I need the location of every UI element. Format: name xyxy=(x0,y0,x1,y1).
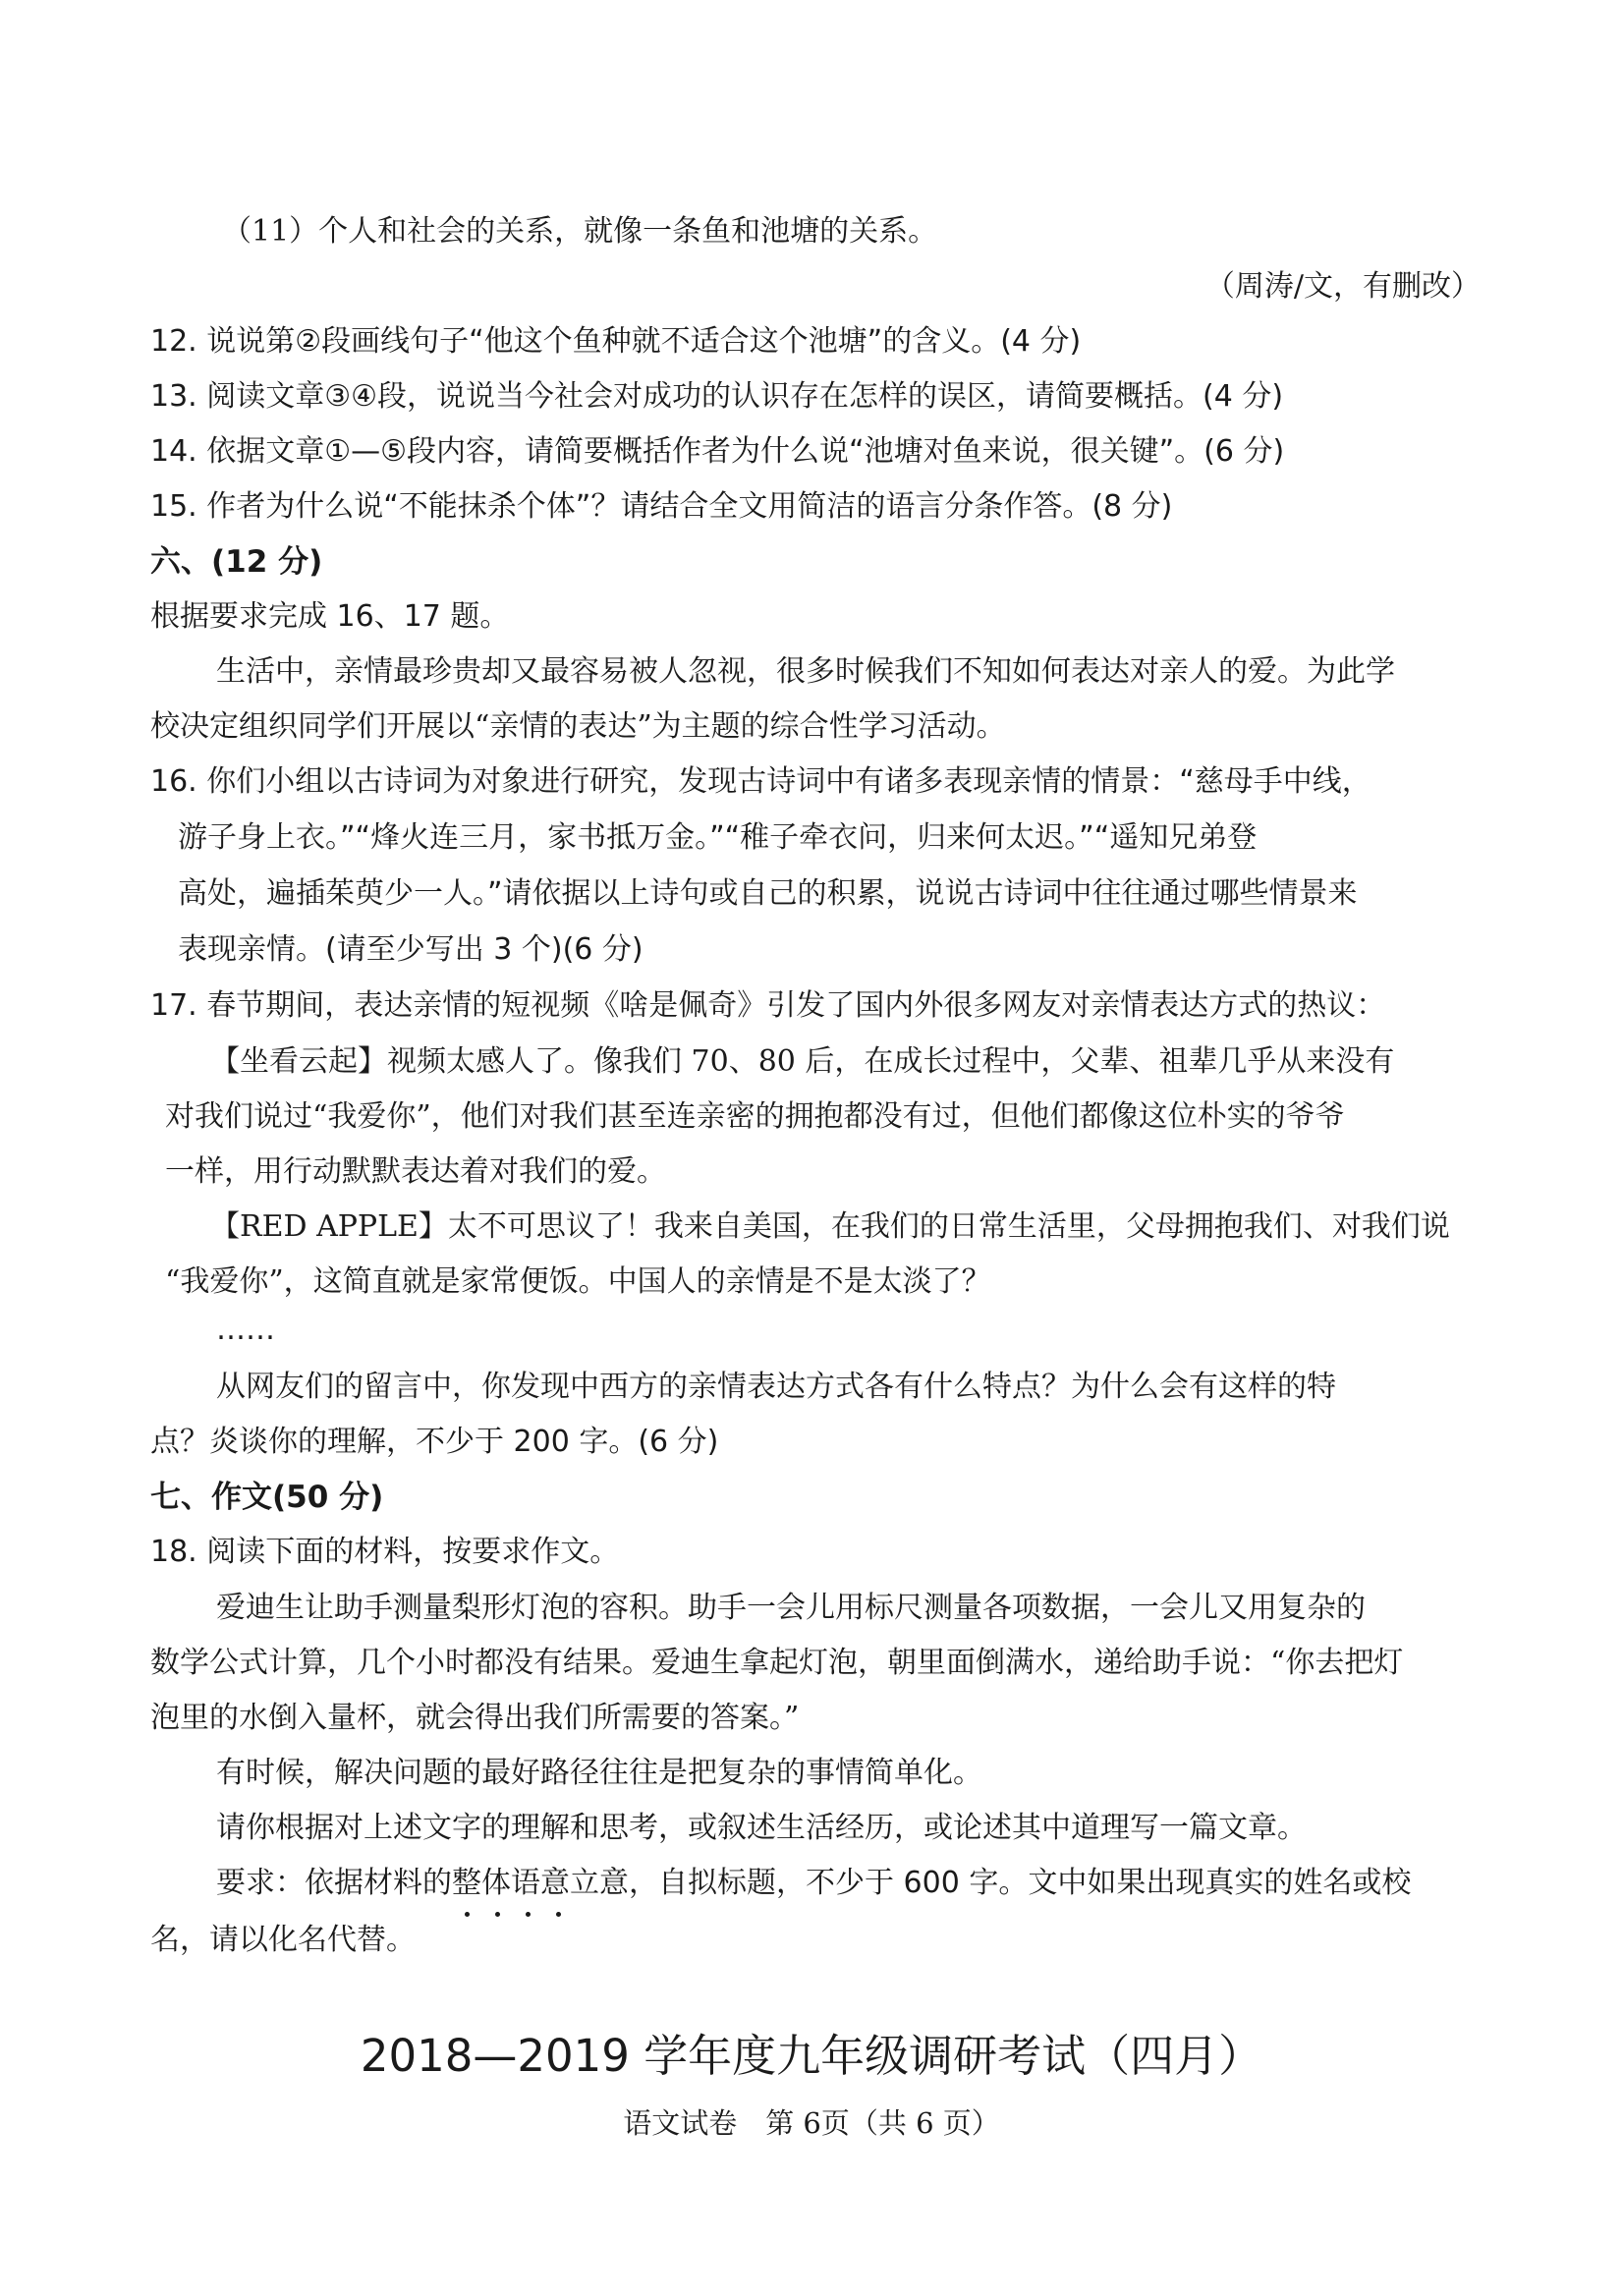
essay-prompt: 请你根据对上述文字的理解和思考，或叙述生活经历，或论述其中道理写一篇文章。 xyxy=(216,1811,1307,1845)
question-12: 12. 说说第②段画线句子“他这个鱼种就不适合这个池塘”的含义。(4 分) xyxy=(150,324,1082,359)
comment-2-line-1: 【RED APPLE】太不可思议了！我来自美国，在我们的日常生活里，父母拥抱我们、对我们说 xyxy=(210,1209,1450,1244)
comment-1-line-2: 对我们说过“我爱你”，他们对我们甚至连亲密的拥抱都没有过，但他们都像这位朴实的爷爷 xyxy=(165,1099,1345,1134)
emphasis-dot xyxy=(495,1912,500,1917)
material-line-2: 数学公式计算，几个小时都没有结果。爱迪生拿起灯泡，朝里面倒满水，递给助手说：“你去把灯 xyxy=(150,1646,1404,1680)
material-line-4: 有时候，解决问题的最好路径往往是把复杂的事情简单化。 xyxy=(216,1756,982,1790)
material-line-3: 泡里的水倒入量杯，就会得出我们所需要的答案。” xyxy=(150,1701,800,1735)
comment-2-line-2: “我爱你”，这简直就是家常便饭。中国人的亲情是不是太淡了？ xyxy=(165,1264,991,1299)
passage-paragraph-11: （11）个人和社会的关系，就像一条鱼和池塘的关系。 xyxy=(222,214,938,249)
comments-ellipsis: …… xyxy=(216,1313,275,1347)
question-16-line-2: 游子身上衣。”“烽火连三月，家书抵万金。”“稚子牵衣问，归来何太迟。”“遥知兄弟登 xyxy=(178,820,1258,855)
essay-requirement-line-2: 名，请以化名代替。 xyxy=(150,1923,416,1957)
question-13: 13. 阅读文章③④段，说说当今社会对成功的认识存在怎样的误区，请简要概括。(4 分) xyxy=(150,379,1284,414)
passage-source: （周涛/文，有删改） xyxy=(1204,269,1481,304)
section-6-instruction: 根据要求完成 16、17 题。 xyxy=(150,599,510,634)
page-footer: 语文试卷 第 6页（共 6 页） xyxy=(623,2106,1000,2140)
question-16-line-3: 高处，遍插茱萸少一人。”请依据以上诗句或自己的积累，说说古诗词中往往通过哪些情景来 xyxy=(178,876,1358,911)
question-16-line-1: 16. 你们小组以古诗词为对象进行研究，发现古诗词中有诸多表现亲情的情景：“慈母手中线， xyxy=(150,764,1371,799)
question-15: 15. 作者为什么说“不能抹杀个体”？请结合全文用简洁的语言分条作答。(8 分) xyxy=(150,489,1173,524)
question-17-task-line-1: 从网友们的留言中，你发现中西方的亲情表达方式各有什么特点？为什么会有这样的特 xyxy=(216,1370,1336,1404)
section-6-intro-line-1: 生活中，亲情最珍贵却又最容易被人忽视，很多时候我们不知如何表达对亲人的爱。为此学 xyxy=(216,654,1395,689)
comment-1-line-1: 【坐看云起】视频太感人了。像我们 70、80 后，在成长过程中，父辈、祖辈几乎从来没有 xyxy=(210,1044,1395,1079)
question-17-task-line-2: 点？炎谈你的理解，不少于 200 字。(6 分) xyxy=(150,1425,719,1459)
comment-1-line-3: 一样，用行动默默表达着对我们的爱。 xyxy=(165,1154,666,1189)
exam-title: 2018—2019 学年度九年级调研考试（四月） xyxy=(360,2030,1263,2082)
emphasis-dot xyxy=(465,1912,470,1917)
essay-requirement-line-1: 要求：依据材料的整体语意立意，自拟标题，不少于 600 字。文中如果出现真实的姓名或校 xyxy=(216,1866,1412,1900)
question-18: 18. 阅读下面的材料，按要求作文。 xyxy=(150,1535,620,1569)
section-7-heading: 七、作文(50 分) xyxy=(150,1480,384,1515)
question-17-line-1: 17. 春节期间，表达亲情的短视频《啥是佩奇》引发了国内外很多网友对亲情表达方式的热议： xyxy=(150,988,1386,1023)
material-line-1: 爱迪生让助手测量梨形灯泡的容积。助手一会儿用标尺测量各项数据，一会儿又用复杂的 xyxy=(216,1591,1366,1625)
question-14: 14. 依据文章①—⑤段内容，请简要概括作者为什么说“池塘对鱼来说，很关键”。(6 分) xyxy=(150,434,1285,469)
section-6-intro-line-2: 校决定组织同学们开展以“亲情的表达”为主题的综合性学习活动。 xyxy=(150,709,1006,744)
question-16-line-4: 表现亲情。(请至少写出 3 个)(6 分) xyxy=(178,932,644,967)
section-6-heading: 六、(12 分) xyxy=(150,544,323,580)
emphasis-dot xyxy=(526,1912,531,1917)
emphasis-dot xyxy=(556,1912,561,1917)
